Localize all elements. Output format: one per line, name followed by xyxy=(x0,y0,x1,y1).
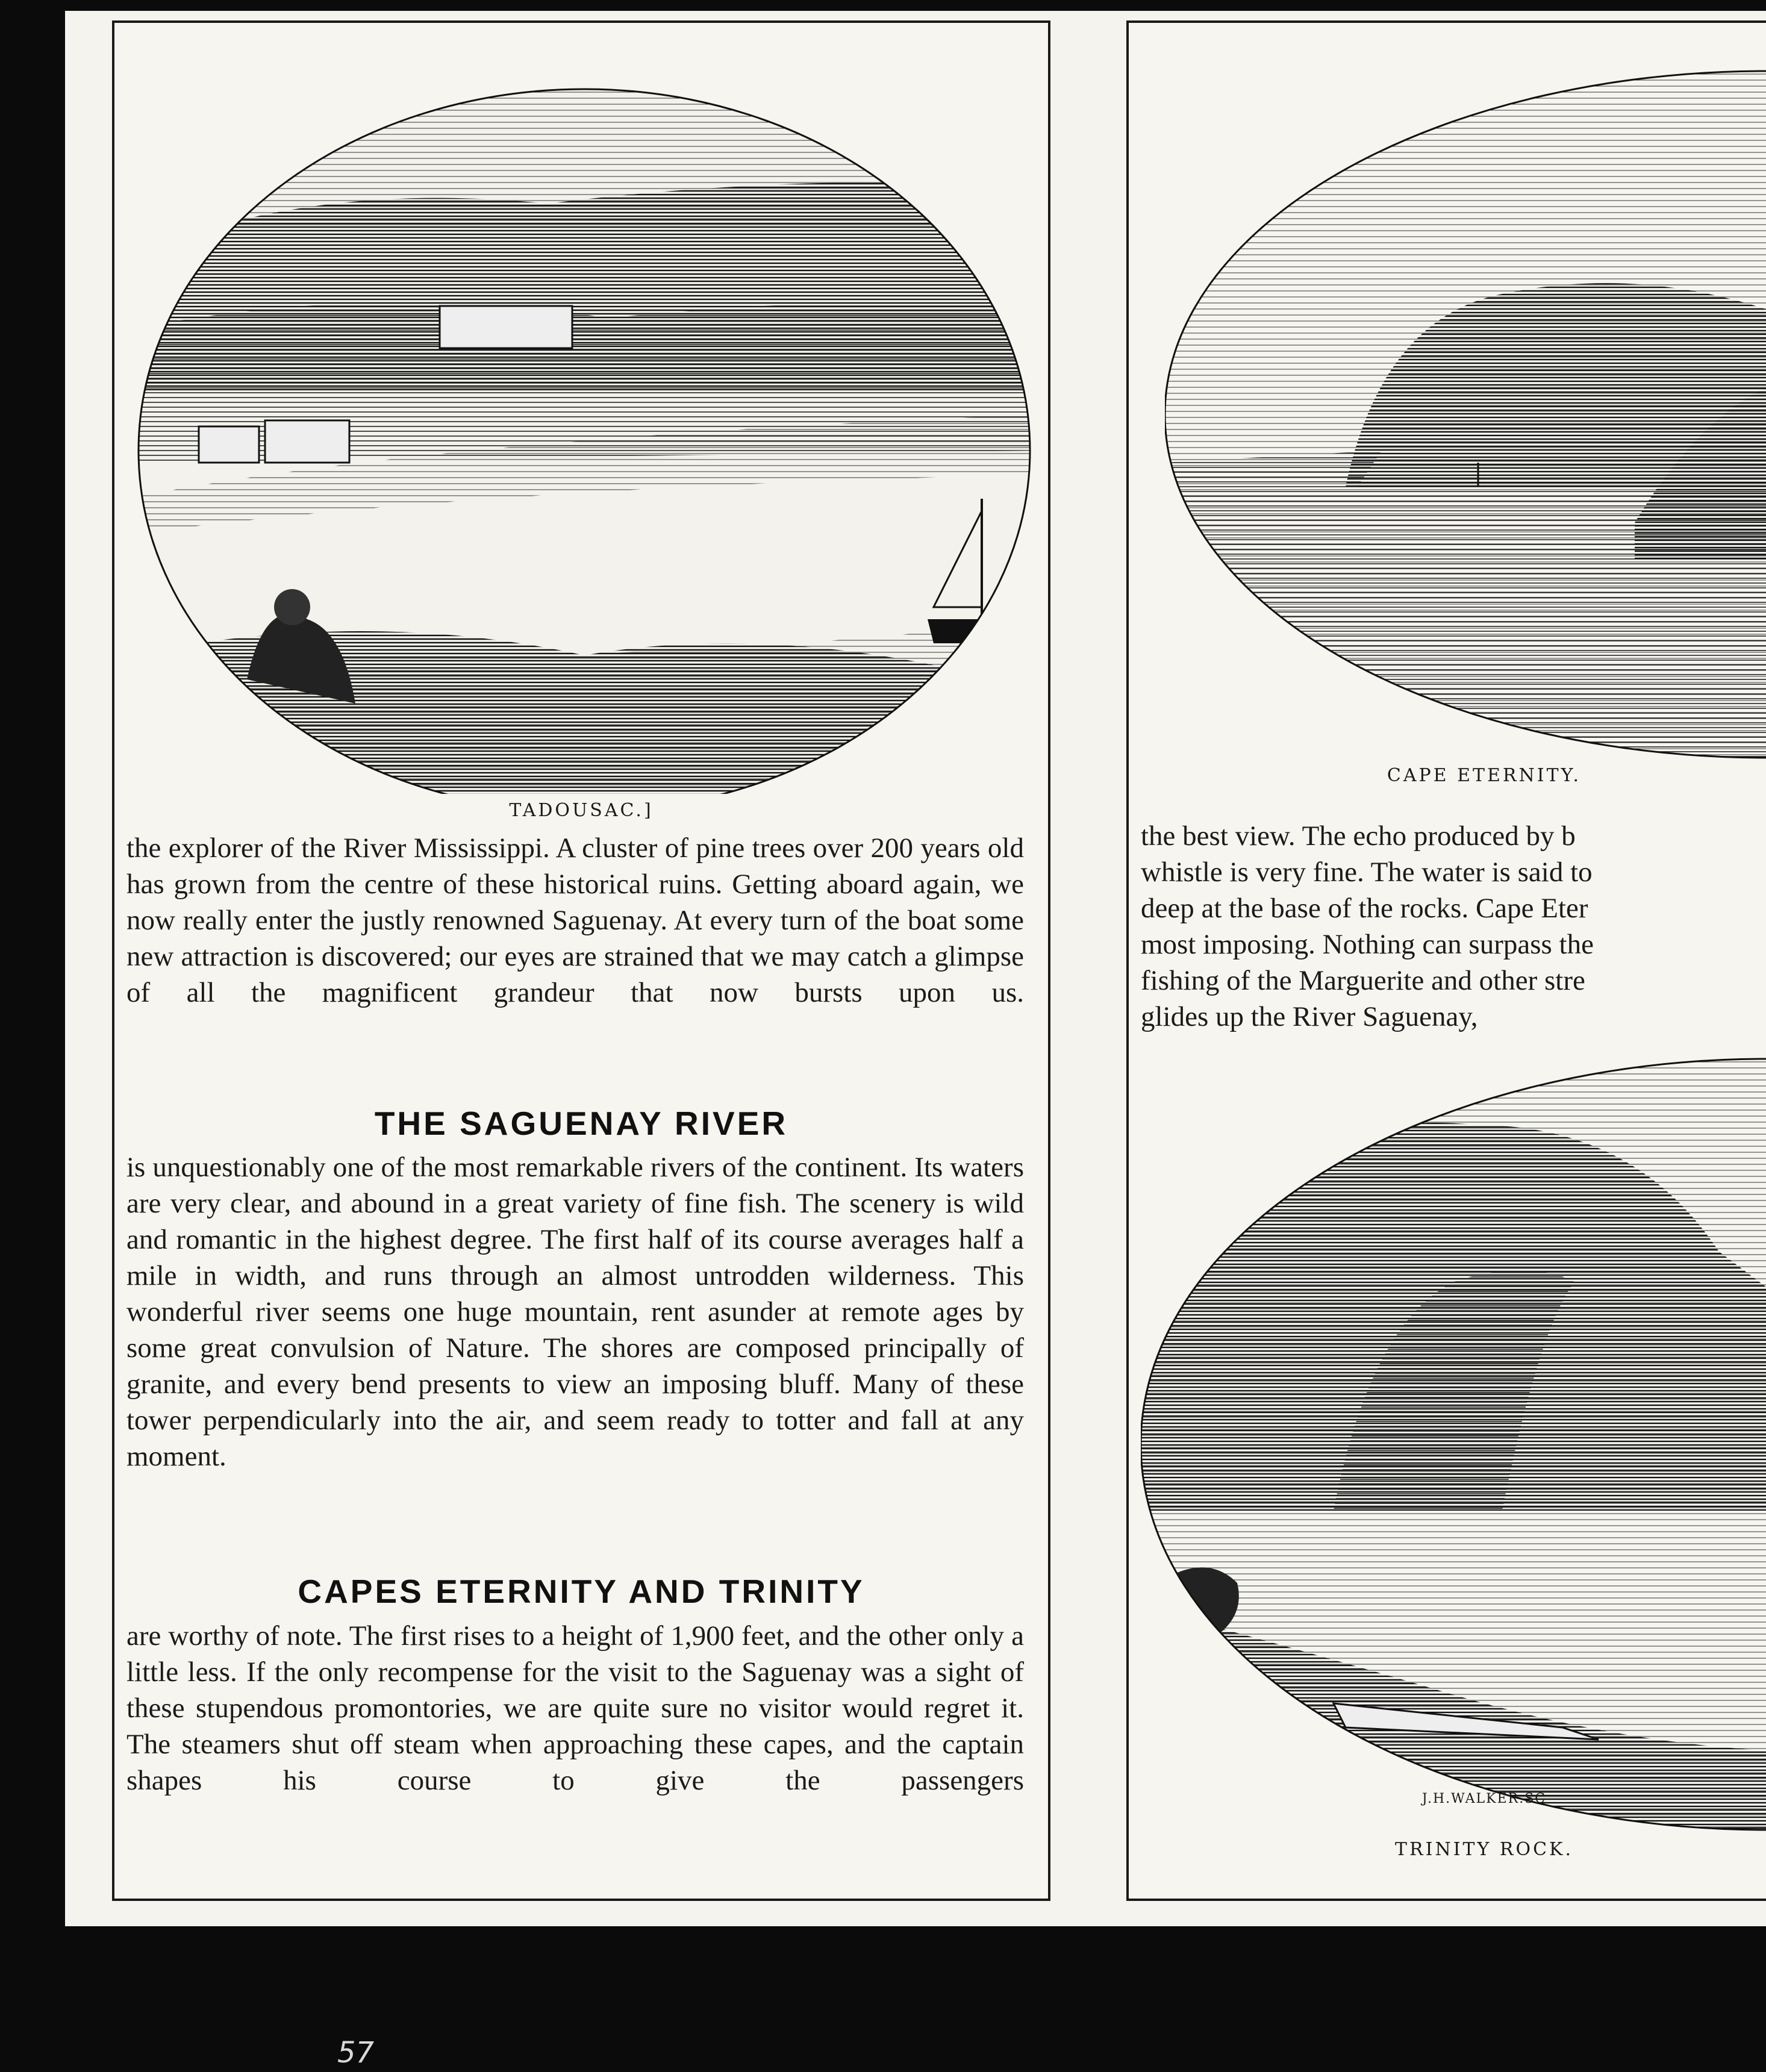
text-line: glides up the River Saguenay, xyxy=(1141,1001,1478,1032)
handwritten-page-number: 57 xyxy=(337,2036,375,2070)
engraving-tadousac-harbour xyxy=(126,77,1042,794)
paragraph-capes: are worthy of note. The first rises to a height of 1,900 feet, and the other only a little less. If the only recompense for the visit to the Saguenay was a sight of these stupendous promontories, we are quite sure no visitor would regret it. The steamers shut off steam when approaching these capes, and the captain shapes his course to give the passengers xyxy=(126,1620,1024,1796)
caption-tadousac: TADOUSAC.] xyxy=(509,800,654,821)
text-line: deep at the base of the rocks. Cape Eter xyxy=(1141,893,1588,924)
text-line: most imposing. Nothing can surpass the xyxy=(1141,929,1594,960)
heading-saguenay-river: THE SAGUENAY RIVER xyxy=(374,1105,788,1142)
text-line: the best view. The echo produced by b xyxy=(1141,820,1576,852)
right-column xyxy=(1126,20,1766,1901)
caption-cape-eternity: CAPE ETERNITY. xyxy=(1387,765,1582,786)
paragraph-saguenay-river: is unquestionably one of the most remarkable rivers of the continent. Its waters are very clear, and abound in a great variety of fine fish. The scenery is wild and romantic in the highest degree. The first half of its course averages half a mile in width, and runs through an almost untrodden wilderness. This wonderful river seems one huge mountain, rent asunder at remote ages by some great convulsion of Nature. The shores are composed principally of granite, and every bend presents to view an imposing bluff. Many of these tower perpendicularly into the air, and seem ready to totter and fall at any moment. xyxy=(126,1152,1024,1472)
scanned-page xyxy=(65,11,1766,1926)
caption-trinity-rock: TRINITY ROCK. xyxy=(1395,1839,1573,1860)
engraver-signature: J.H.WALKER.SC xyxy=(1421,1791,1547,1806)
paragraph-best-view xyxy=(1141,818,1766,1035)
text-line: whistle is very fine. The water is said to xyxy=(1141,857,1593,888)
engraving-cape-eternity xyxy=(1165,65,1766,764)
paragraph-explorer: the explorer of the River Mississippi. A cluster of pine trees over 200 years old has grown from the centre of these historical ruins. Getting aboard again, we now really enter the justly renowned Saguenay. At every turn of the boat some new attraction is discovered; our eyes are strained that we may catch a glimpse of all the magnificent grandeur that now bursts upon us. xyxy=(126,832,1024,1008)
heading-capes-eternity-trinity: CAPES ETERNITY AND TRINITY xyxy=(298,1573,865,1610)
engraving-trinity-rock xyxy=(1141,1053,1766,1836)
text-line: fishing of the Marguerite and other stre xyxy=(1141,965,1585,996)
left-column xyxy=(112,20,1050,1901)
